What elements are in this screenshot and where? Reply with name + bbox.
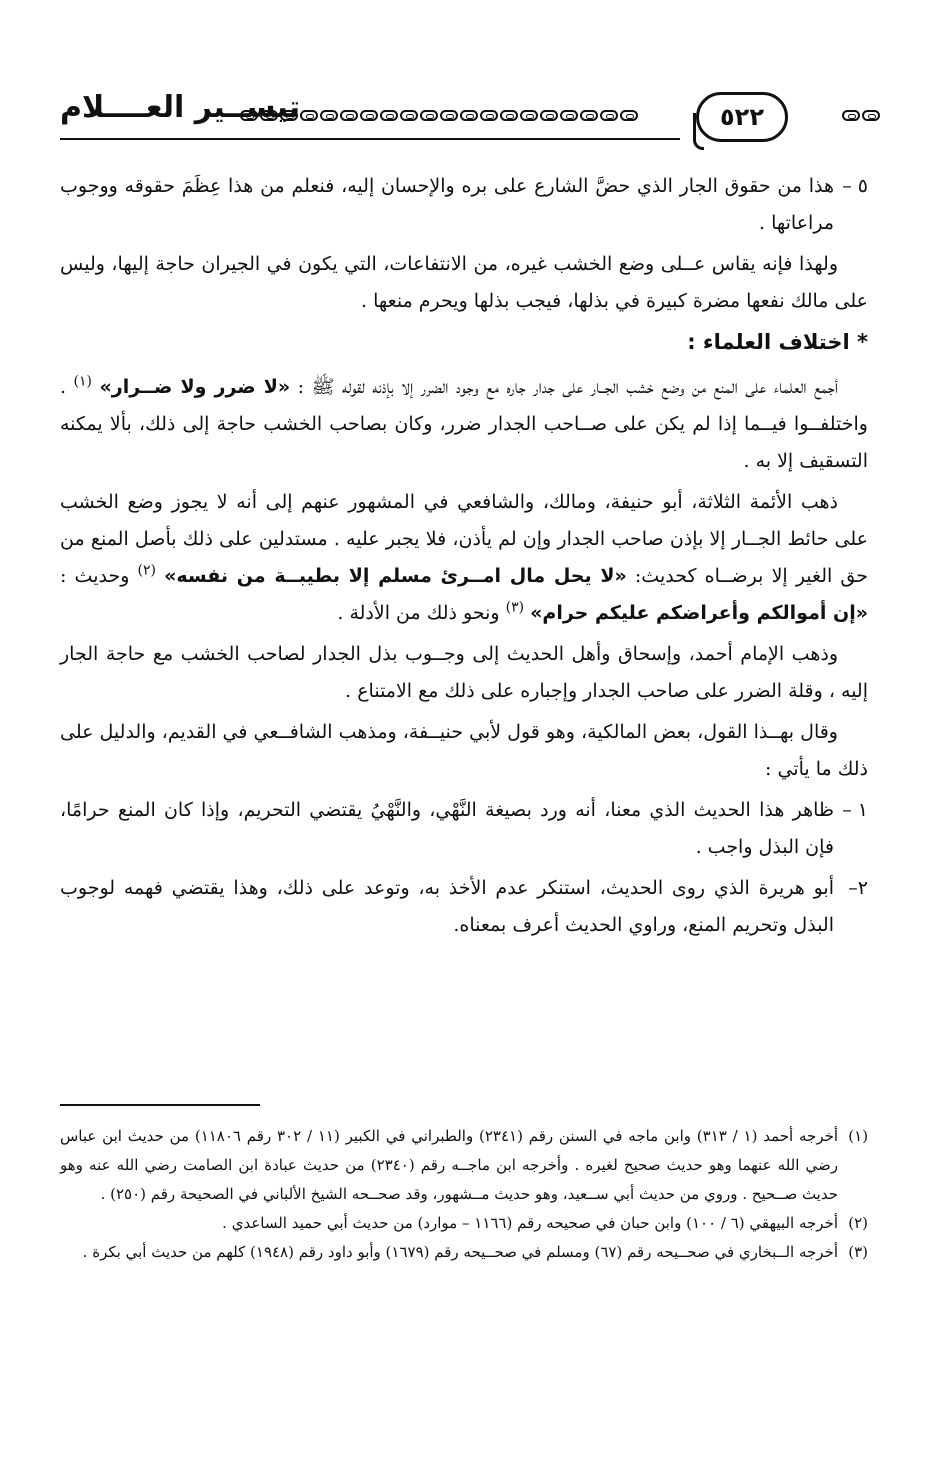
book-title: تيســير العــــلام	[60, 90, 301, 125]
hadith-quote: «لا يحل مال امــرئ مسلم إلا بطيبــة من نفسه»	[164, 565, 627, 587]
list-number: ٥ –	[842, 175, 868, 197]
section-heading: * اختلاف العلماء :	[687, 330, 868, 354]
text-span: وحديث :	[60, 565, 138, 587]
page-header	[60, 86, 880, 156]
list-item-5	[60, 168, 868, 242]
hadith-quote: «لا ضرر ولا ضــرار»	[99, 376, 291, 398]
footnote-number: (٢)	[848, 1214, 868, 1232]
paragraph-1: ولهذا فإنه يقاس عــلى وضع الخشب غيره، من الانتفاعات، التي يكون في الجيران حاجة إليها، وليس على مالك نفعها مضرة كبيرة في بذلها، فيجب بذلها ويحرم منعها .	[60, 253, 868, 312]
main-text	[60, 168, 868, 948]
text-span: ونحو ذلك من الأدلة .	[337, 602, 506, 624]
list-number: ٢–	[848, 877, 868, 899]
paragraph-3	[60, 484, 868, 632]
footnote-ref-1: (١)	[73, 373, 93, 390]
paragraph-5: وقال بهــذا القول، بعض المالكية، وهو قول لأبي حنيــفة، ومذهب الشافــعي في القديم، والدليل على ذلك ما يأتي :	[60, 721, 868, 780]
header-rule	[60, 138, 680, 140]
footnote-3	[60, 1238, 868, 1267]
list-item-2	[60, 870, 868, 944]
footnote-2	[60, 1209, 868, 1238]
text-span: . واختلفــوا فيــما إذا لم يكن على صــاحب الجدار ضرر، وكان بصاحب الخشب حاجة إلى ذلك، بألا يمكنه التسقيف إلا به .	[60, 376, 868, 472]
paragraph-2	[60, 369, 868, 480]
footnote-ref-3: (٣)	[505, 599, 525, 616]
footnote-text: أخرجه البيهقي (٦ / ١٠٠) وابن حبان في صحيحه رقم (١١٦٦ – موارد) من حديث أبي حميد الساعدي .	[222, 1214, 838, 1232]
header-ornament-right	[842, 110, 880, 124]
text-span: أجمع العلماء على المنع من وضع خشب الجــار على جدار جاره مع وجود الضرر إلا بإذنه لقوله ﷺ :	[290, 376, 838, 398]
list-item-text: هذا من حقوق الجار الذي حضَّ الشارع على بره والإحسان إليه، فنعلم من هذا عِظَمَ حقوقه ووجوب مراعاتها .	[60, 175, 834, 234]
footnote-number: (٣)	[848, 1243, 868, 1261]
list-item-text: ظاهر هذا الحديث الذي معنا، أنه ورد بصيغة النَّهْي، والنَّهْيُ يقتضي التحريم، وإذا كان المنع حرامًا، فإن البذل واجب .	[60, 799, 835, 858]
footnote-text: أخرجه أحمد (١ / ٣١٣) وابن ماجه في السنن رقم (٢٣٤١) والطبراني في الكبير (١١ / ٣٠٢ رقم ١١٨٠٦) من حديث ابن عباس رضي الله عنهما وهو حديث صحيح لغيره . وأخرجه ابن ماجــه رقم (٢٣٤٠) من حديث عبادة ابن الصامت رضي الله عنه وهو حديث صــحيح . وروي من حديث أبي ســعيد، وهو حديث مــشهور، وقد صحــحه الشيخ الألباني في الصحيحة رقم (٢٥٠) .	[60, 1127, 839, 1203]
footnote-1	[60, 1122, 868, 1209]
text-span: ذهب الأئمة الثلاثة، أبو حنيفة، ومالك، والشافعي في المشهور عنهم إلى أنه لا يجوز وضع الخشب على حائط الجــار إلا بإذن صاحب الجدار وإن لم يأذن، فلا يجبر عليه . مستدلين على ذلك بأصل المنع من حق الغير إلا برضــاه كحديث:	[60, 491, 868, 587]
footnote-ref-2: (٢)	[137, 562, 156, 579]
footnote-text: أخرجه الــبخاري في صحــيحه رقم (٦٧) ومسلم في صحــيحه رقم (١٦٧٩) وأبو داود رقم (١٩٤٨) كلهم من حديث أبي بكرة .	[82, 1243, 838, 1261]
list-number: ١ –	[842, 799, 869, 821]
list-item-1	[60, 792, 868, 866]
footnote-number: (١)	[848, 1127, 869, 1145]
hadith-quote: «إن أموالكم وأعراضكم عليكم حرام»	[530, 602, 868, 624]
list-item-text: أبو هريرة الذي روى الحديث، استنكر عدم الأخذ به، وتوعد على ذلك، وهذا يقتضي فهمه لوجوب البذل وتحريم المنع، وراوي الحديث أعرف بمعناه.	[60, 877, 834, 936]
page-number: ٥٢٢	[696, 92, 788, 142]
footnote-separator	[60, 1104, 260, 1106]
paragraph-4: وذهب الإمام أحمد، وإسحاق وأهل الحديث إلى وجــوب بذل الجدار لصاحب الخشب مع حاجة الجار إليه ، وقلة الضرر على صاحب الجدار وإجباره على ذلك مع الامتناع .	[60, 643, 868, 702]
footnotes	[60, 1122, 868, 1267]
